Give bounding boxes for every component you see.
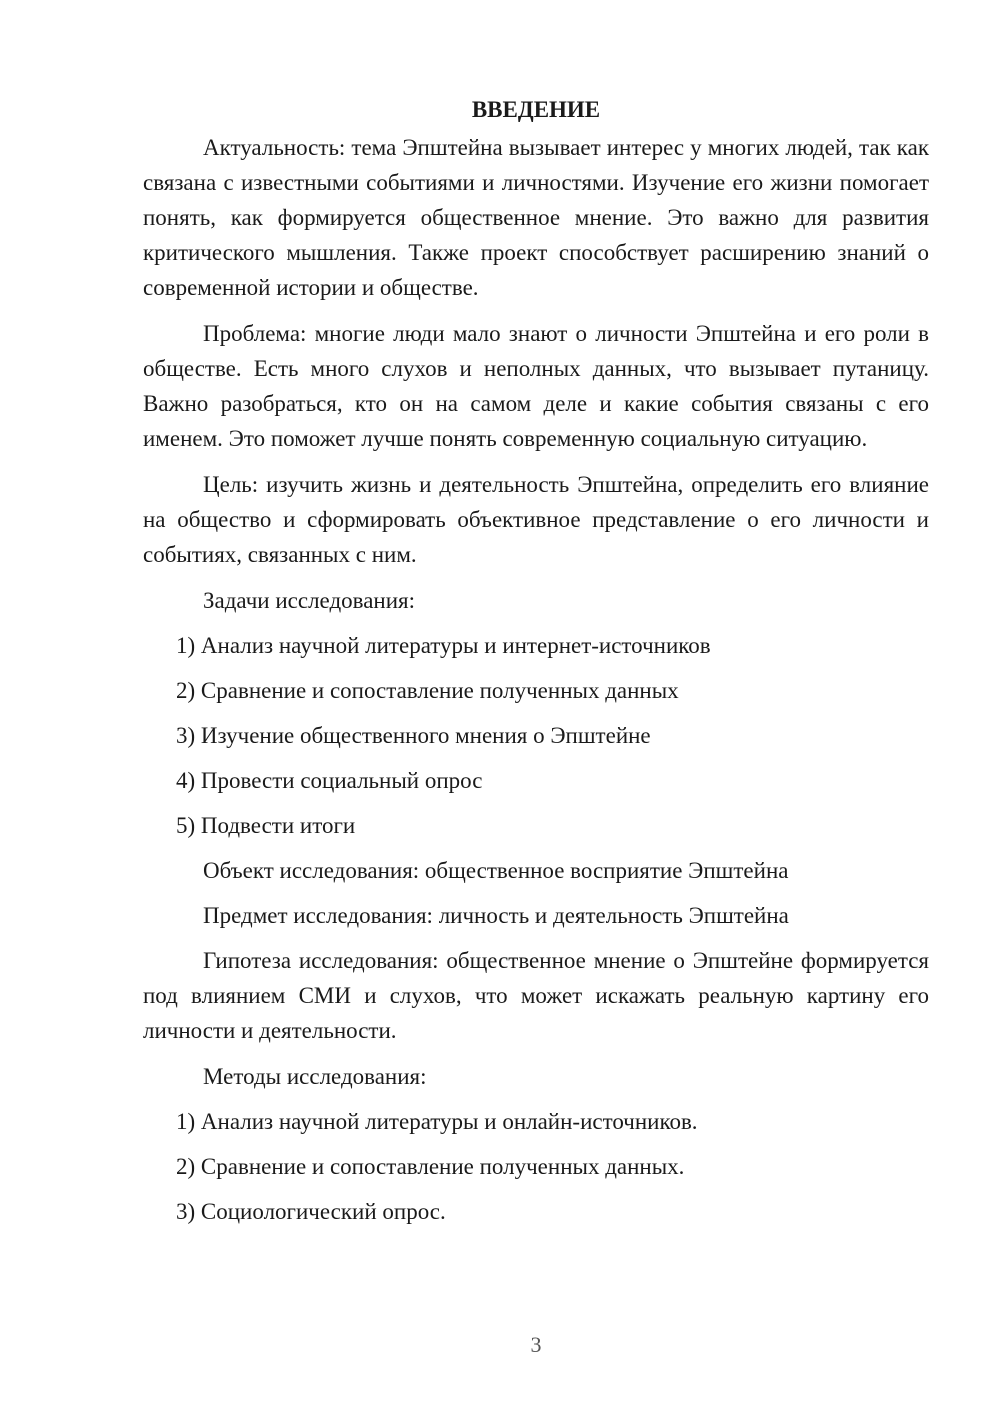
task-item: 3) Изучение общественного мнения о Эпштейне xyxy=(176,723,651,748)
task-item: 2) Сравнение и сопоставление полученных данных xyxy=(176,678,679,703)
hypothesis-paragraph: Гипотеза исследования: общественное мнение о Эпштейне формируется под влиянием СМИ и слухов, что может искажать реальную картину его личности и деятельности. xyxy=(143,948,929,1043)
section-title: ВВЕДЕНИЕ xyxy=(471,97,601,122)
tasks-heading: Задачи исследования: xyxy=(203,588,416,613)
methods-heading: Методы исследования: xyxy=(203,1064,427,1089)
task-item: 4) Провести социальный опрос xyxy=(176,768,483,793)
task-item: 5) Подвести итоги xyxy=(176,813,356,838)
relevance-paragraph: Актуальность: тема Эпштейна вызывает интерес у многих людей, так как связана с известными событиями и личностями. Изучение его жизни помогает понять, как формируется общественное мнение. Это важно для развития критического мышления. Также проект способствует расширению знаний о современной истории и обществе. xyxy=(143,135,929,300)
page-content xyxy=(143,92,929,1239)
research-subject: Предмет исследования: личность и деятельность Эпштейна xyxy=(203,903,789,928)
method-item: 3) Социологический опрос. xyxy=(176,1199,446,1224)
page-number: 3 xyxy=(530,1332,542,1357)
methods-list xyxy=(143,1104,929,1229)
task-item: 1) Анализ научной литературы и интернет-источников xyxy=(176,633,711,658)
goal-paragraph: Цель: изучить жизнь и деятельность Эпштейна, определить его влияние на общество и сформировать объективное представление о его личности и событиях, связанных с ним. xyxy=(143,472,929,567)
method-item: 1) Анализ научной литературы и онлайн-источников. xyxy=(176,1109,698,1134)
tasks-list xyxy=(143,628,929,843)
method-item: 2) Сравнение и сопоставление полученных данных. xyxy=(176,1154,685,1179)
problem-paragraph: Проблема: многие люди мало знают о личности Эпштейна и его роли в обществе. Есть много слухов и неполных данных, что вызывает путаницу. Важно разобраться, кто он на самом деле и какие события связаны с его именем. Это поможет лучше понять современную социальную ситуацию. xyxy=(143,321,929,451)
research-object: Объект исследования: общественное восприятие Эпштейна xyxy=(203,858,789,883)
